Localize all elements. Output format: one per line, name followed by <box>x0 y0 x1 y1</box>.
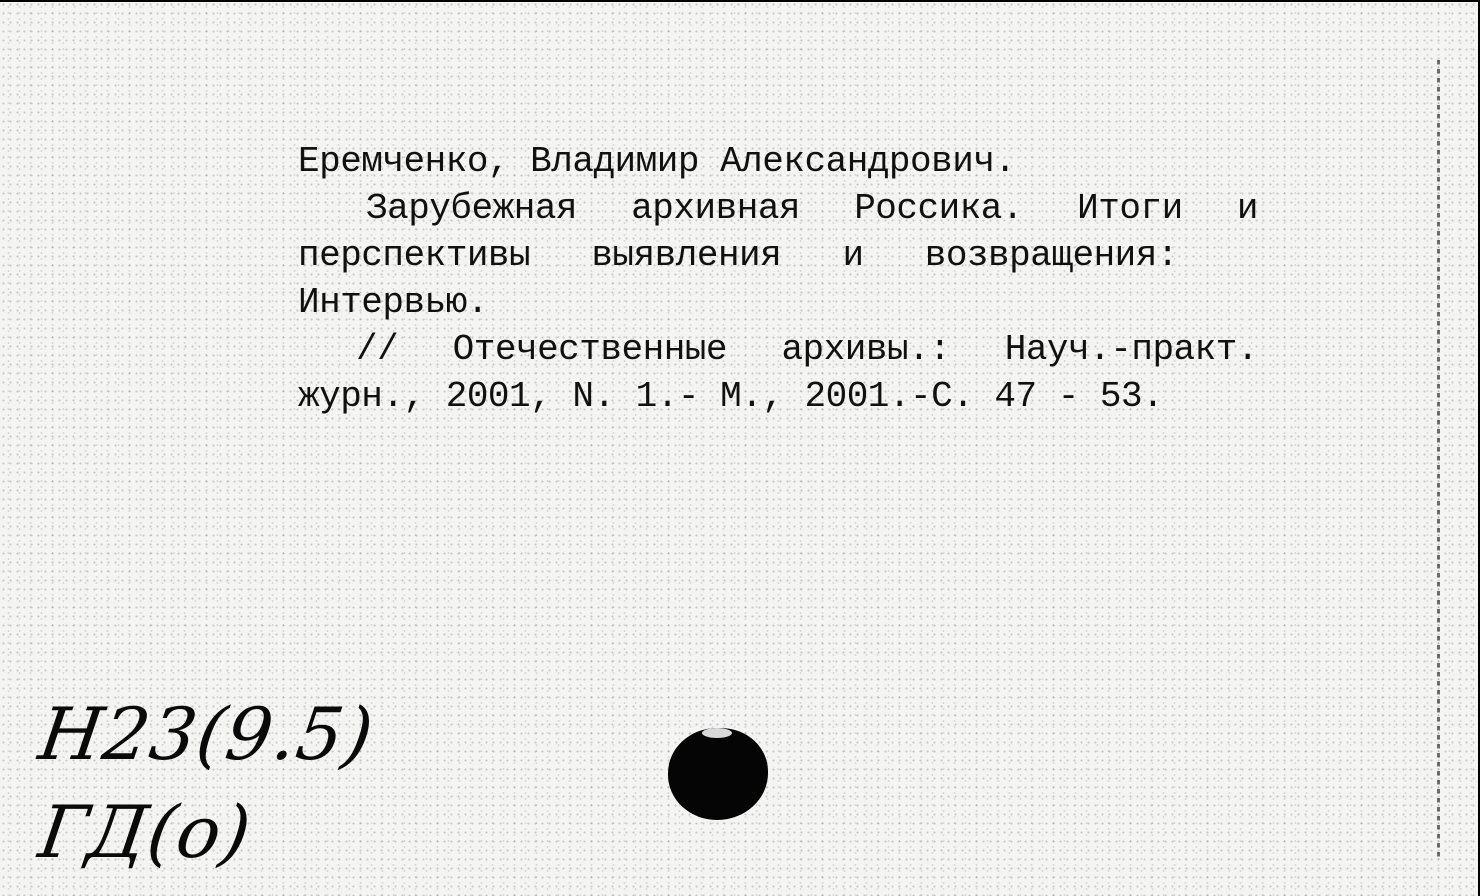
source-line-2: журн., 2001, N. 1.- М., 2001.-С. 47 - 53. <box>298 376 1164 417</box>
title-word: архивная <box>631 188 801 229</box>
bibliographic-entry <box>298 138 1258 420</box>
title-line-1 <box>298 185 1258 232</box>
source-word: // <box>356 329 399 370</box>
title-word: возвращения: <box>924 235 1178 276</box>
source-word: Отечественные <box>452 329 728 370</box>
title-word: Россика. <box>854 188 1024 229</box>
title-word: и <box>842 235 864 276</box>
card-edge-perforation <box>1437 60 1440 860</box>
handwritten-collection-code: ГД(о) <box>34 790 257 874</box>
punch-hole <box>668 728 768 820</box>
source-line-1 <box>298 326 1258 373</box>
handwritten-shelfmark: Н23(9.5) <box>34 692 379 776</box>
title-line-2 <box>298 232 1178 279</box>
title-word: Итоги <box>1077 188 1183 229</box>
author-line: Еремченко, Владимир Александрович. <box>298 141 1016 182</box>
title-word: Зарубежная <box>366 188 578 229</box>
title-word: перспективы <box>298 235 531 276</box>
source-word: Науч.-практ. <box>1004 329 1258 370</box>
title-line-3: Интервью. <box>298 282 488 323</box>
card-top-edge <box>0 0 1480 2</box>
title-word: и <box>1236 188 1258 229</box>
title-word: выявления <box>591 235 782 276</box>
source-word: архивы.: <box>781 329 951 370</box>
